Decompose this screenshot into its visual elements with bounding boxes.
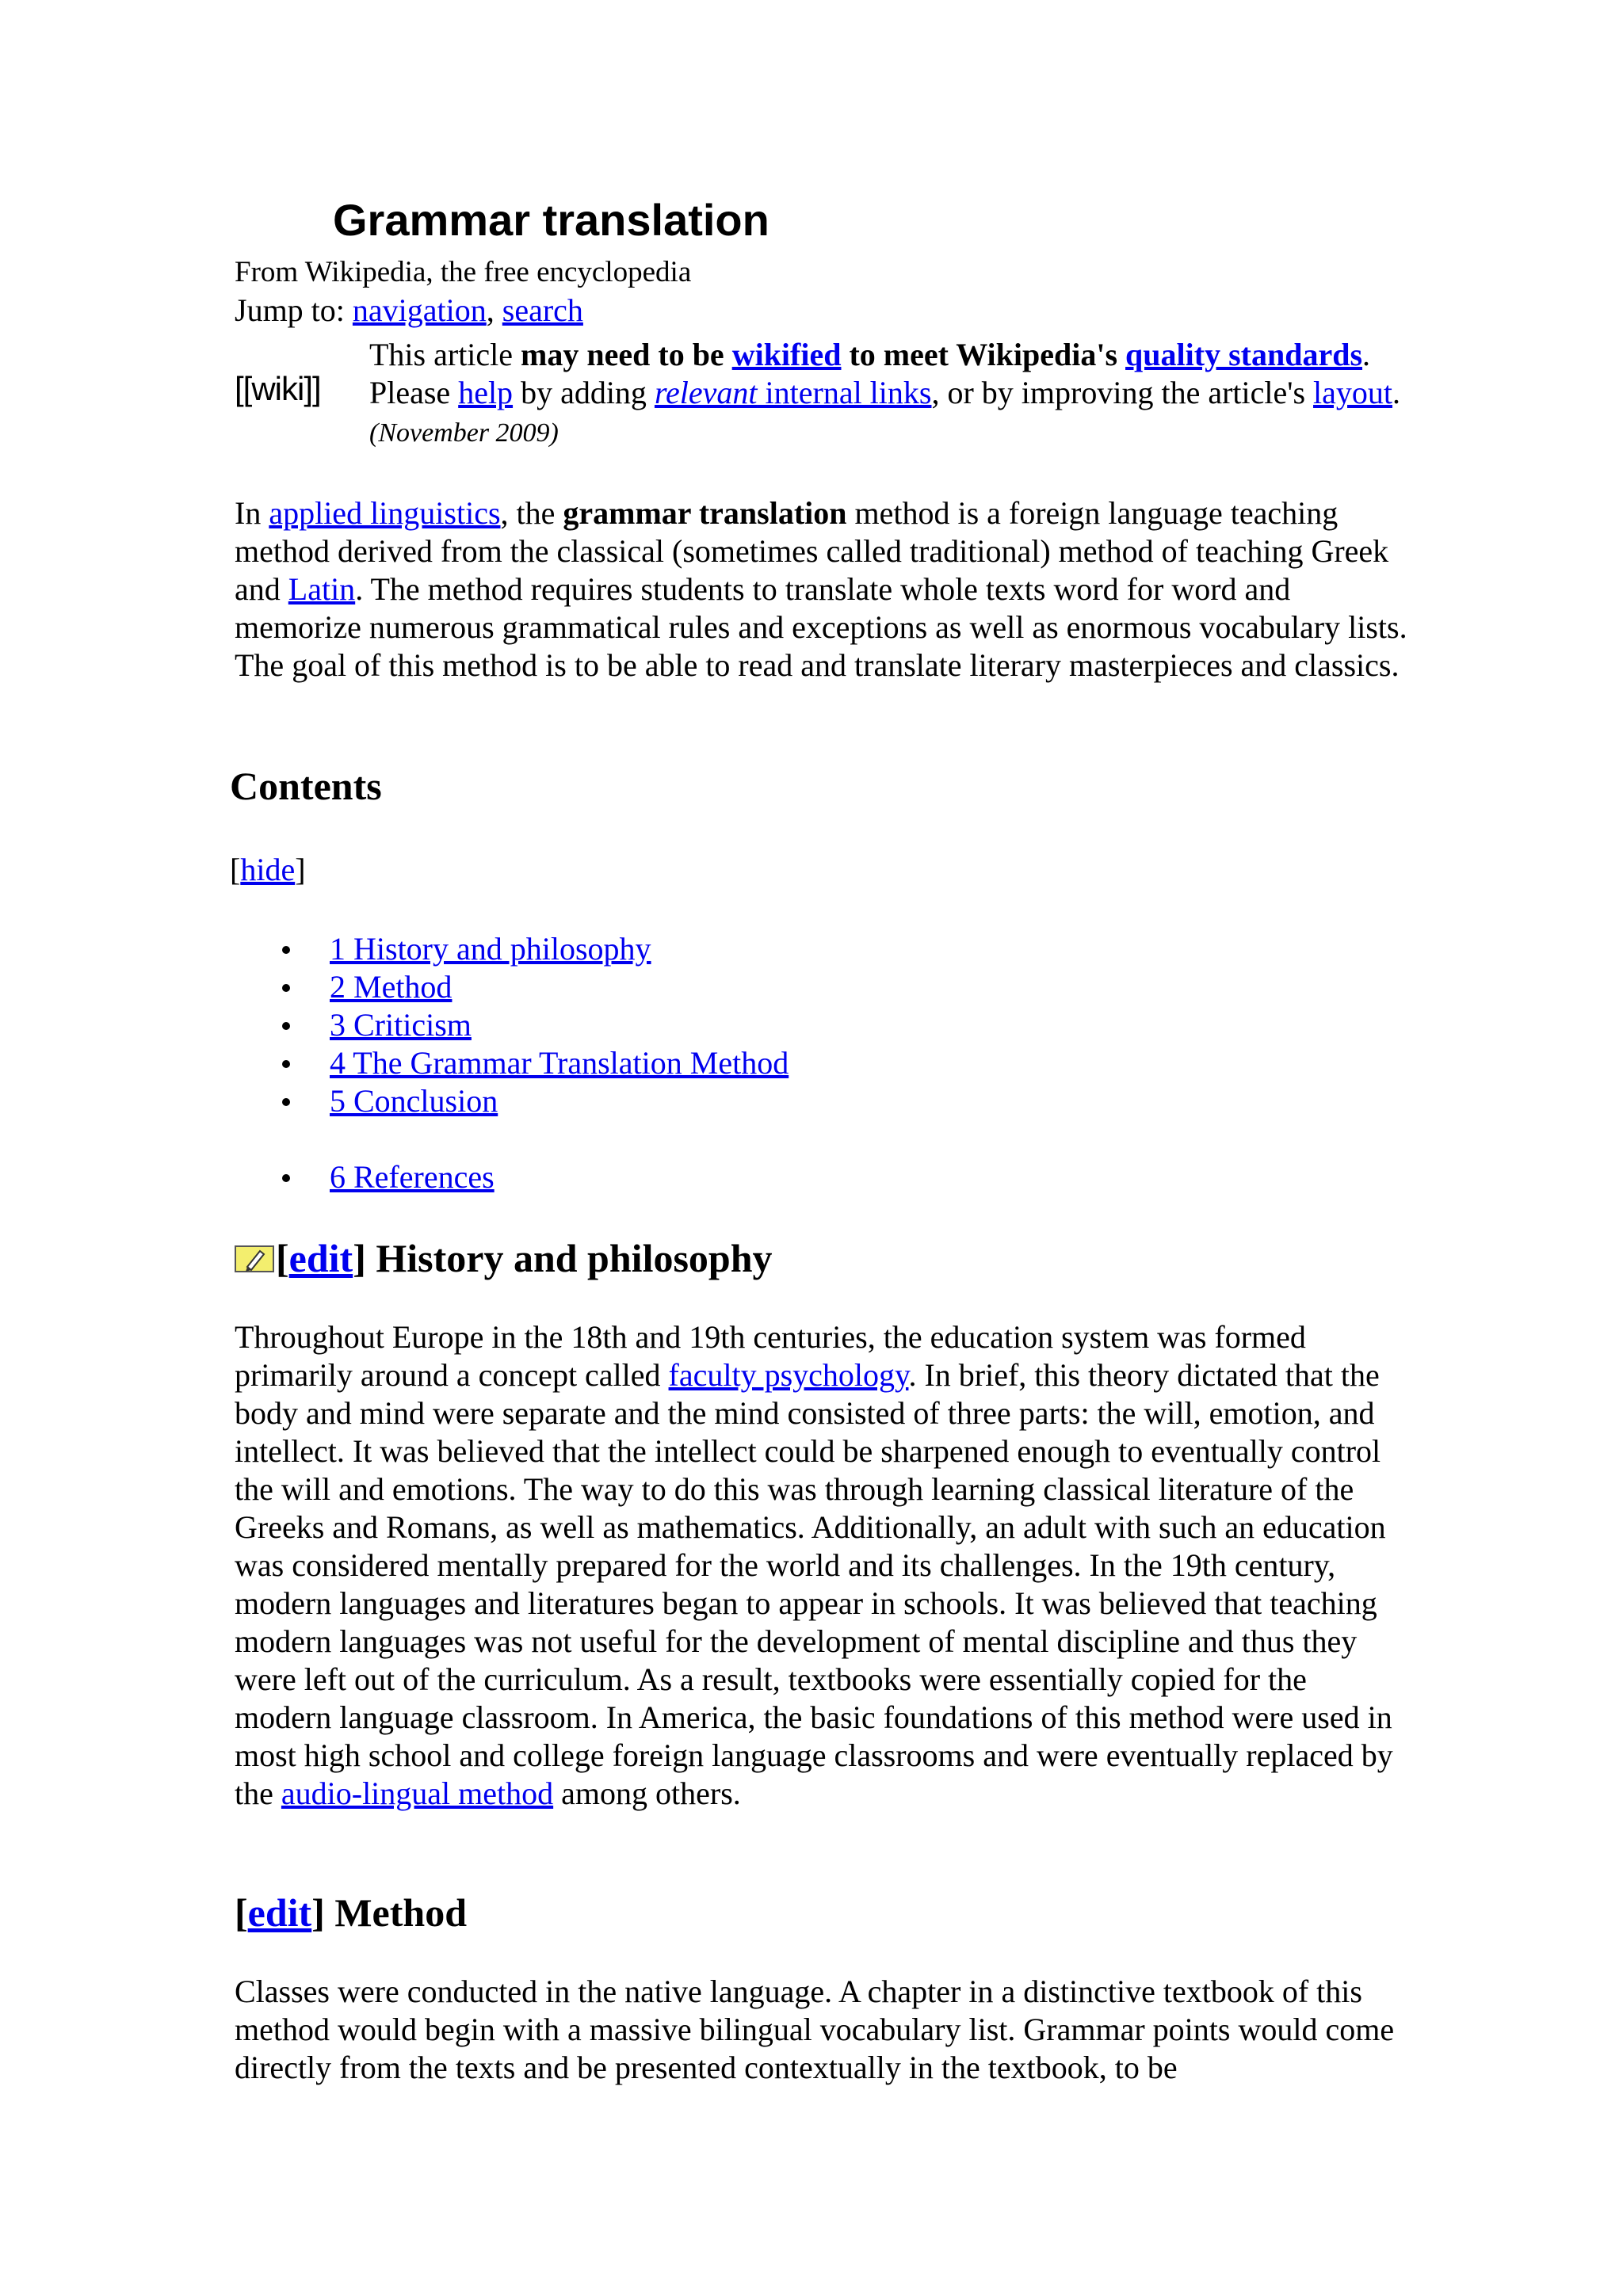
- contents-heading: Contents: [230, 764, 382, 808]
- toc-item: [235, 1082, 789, 1120]
- toc-link-criticism[interactable]: 3 Criticism: [330, 1007, 472, 1043]
- navigation-link[interactable]: navigation: [352, 292, 487, 328]
- bullet-icon: [282, 984, 290, 992]
- notice-text-1: This article: [369, 337, 521, 372]
- method-paragraph: Classes were conducted in the native language. A chapter in a distinctive textbook of this method would begin with a massive bilingual vocabulary list. Grammar points would come directly from the texts and be presented contextually in the textbook, to be: [235, 1974, 1395, 2085]
- help-link[interactable]: help: [458, 375, 514, 410]
- history-heading-text: History and philosophy: [376, 1236, 773, 1280]
- history-text-2: . In brief, this theory dictated that the body and mind were separate and the mind consisted of three parts: the will, emotion, and intellect. It was believed that the intellect could be sharpened enough to eventually control the will and emotions. The way to do this was through learning classical literature of the Greeks and Romans, as well as mathematics. Additionally, an adult with such an education was considered mentally prepared for the world and its challenges. In the 19th century, modern languages and literatures began to appear in schools. It was believed that teaching modern languages was not useful for the development of mental discipline and thus they were left out of the curriculum. As a result, textbooks were essentially copied for the modern language classroom. In America, the basic foundations of this method were used in most high school and college foreign language classrooms and were eventually replaced by the: [235, 1357, 1393, 1811]
- notice-bold-1: may need to be: [521, 337, 732, 372]
- jump-separator: ,: [486, 292, 502, 328]
- applied-linguistics-link[interactable]: applied linguistics: [269, 495, 501, 531]
- table-of-contents: [235, 930, 789, 1196]
- page-title: Grammar translation: [333, 195, 769, 245]
- notice-date: (November 2009): [369, 418, 559, 448]
- toc-link-method[interactable]: 2 Method: [330, 969, 453, 1005]
- method-heading-text: Method: [334, 1890, 468, 1935]
- toc-item: [235, 930, 789, 968]
- toc-link-history[interactable]: 1 History and philosophy: [330, 931, 651, 967]
- intro-text-3: method is a foreign language teaching method derived from the classical (sometimes called traditional) method of teaching Greek and: [235, 495, 1389, 607]
- edit-bracket-close: ]: [311, 1890, 335, 1935]
- notice-text-4: , or by improving the article's: [931, 375, 1314, 410]
- search-link[interactable]: search: [502, 292, 583, 328]
- intro-text-4: . The method requires students to translate whole texts word for word and memorize numerous grammatical rules and exceptions as well as enormous vocabulary lists. The goal of this method is to be able to read and translate literary masterpieces and classics.: [235, 571, 1407, 683]
- history-text-1: Throughout Europe in the 18th and 19th centuries, the education system was formed primarily around a concept called: [235, 1319, 1306, 1393]
- toc-item: [235, 1158, 789, 1196]
- bullet-icon: [282, 1098, 290, 1106]
- site-subtitle: From Wikipedia, the free encyclopedia: [235, 256, 692, 288]
- edit-bracket-open: [: [276, 1236, 289, 1280]
- history-text-3: among others.: [553, 1775, 741, 1811]
- bullet-icon: [282, 946, 290, 954]
- history-paragraph: [235, 1318, 1407, 1813]
- pencil-edit-icon[interactable]: [235, 1245, 274, 1273]
- section-heading-history: [235, 1233, 773, 1283]
- section-heading-method: [235, 1887, 467, 1938]
- hide-bracket-close: ]: [295, 852, 306, 887]
- toc-item: [235, 1044, 789, 1082]
- intro-text-2: , the: [500, 495, 563, 531]
- edit-bracket-close: ]: [353, 1236, 376, 1280]
- internal-links-text: internal links: [757, 375, 932, 410]
- layout-link[interactable]: layout: [1313, 375, 1393, 410]
- wikify-notice: [369, 336, 1415, 452]
- jump-to-links: [235, 292, 583, 330]
- faculty-psychology-link[interactable]: faculty psychology: [668, 1357, 909, 1393]
- toc-hide-toggle: [230, 851, 306, 889]
- hide-link[interactable]: hide: [240, 852, 296, 887]
- toc-link-gtm[interactable]: 4 The Grammar Translation Method: [330, 1045, 789, 1081]
- bullet-icon: [282, 1022, 290, 1030]
- edit-link-history[interactable]: edit: [288, 1236, 353, 1280]
- relevant-text: relevant: [654, 375, 758, 410]
- toc-item: [235, 968, 789, 1006]
- intro-text-1: In: [235, 495, 269, 531]
- edit-link-method[interactable]: edit: [247, 1890, 312, 1935]
- toc-link-conclusion[interactable]: 5 Conclusion: [330, 1083, 498, 1119]
- latin-link[interactable]: Latin: [288, 571, 356, 607]
- jump-prefix: Jump to:: [235, 292, 353, 328]
- wikified-link[interactable]: wikified: [731, 337, 842, 372]
- toc-link-references[interactable]: 6 References: [330, 1159, 495, 1195]
- wiki-icon: [[wiki]]: [235, 370, 321, 407]
- quality-standards-link[interactable]: quality standards: [1125, 337, 1363, 372]
- toc-item: [235, 1006, 789, 1044]
- notice-text-2: . Please: [369, 337, 1371, 410]
- audio-lingual-link[interactable]: audio-lingual method: [281, 1775, 554, 1811]
- notice-bold-2: to meet Wikipedia's: [841, 337, 1126, 372]
- hide-bracket-open: [: [230, 852, 241, 887]
- internal-links-link[interactable]: [655, 375, 932, 410]
- edit-bracket-open: [: [235, 1890, 248, 1935]
- notice-text-3: by adding: [513, 375, 655, 410]
- intro-bold-term: grammar translation: [563, 495, 847, 531]
- bullet-icon: [282, 1174, 290, 1182]
- notice-text-5: .: [1392, 375, 1401, 410]
- intro-paragraph: [235, 494, 1407, 685]
- bullet-icon: [282, 1060, 290, 1068]
